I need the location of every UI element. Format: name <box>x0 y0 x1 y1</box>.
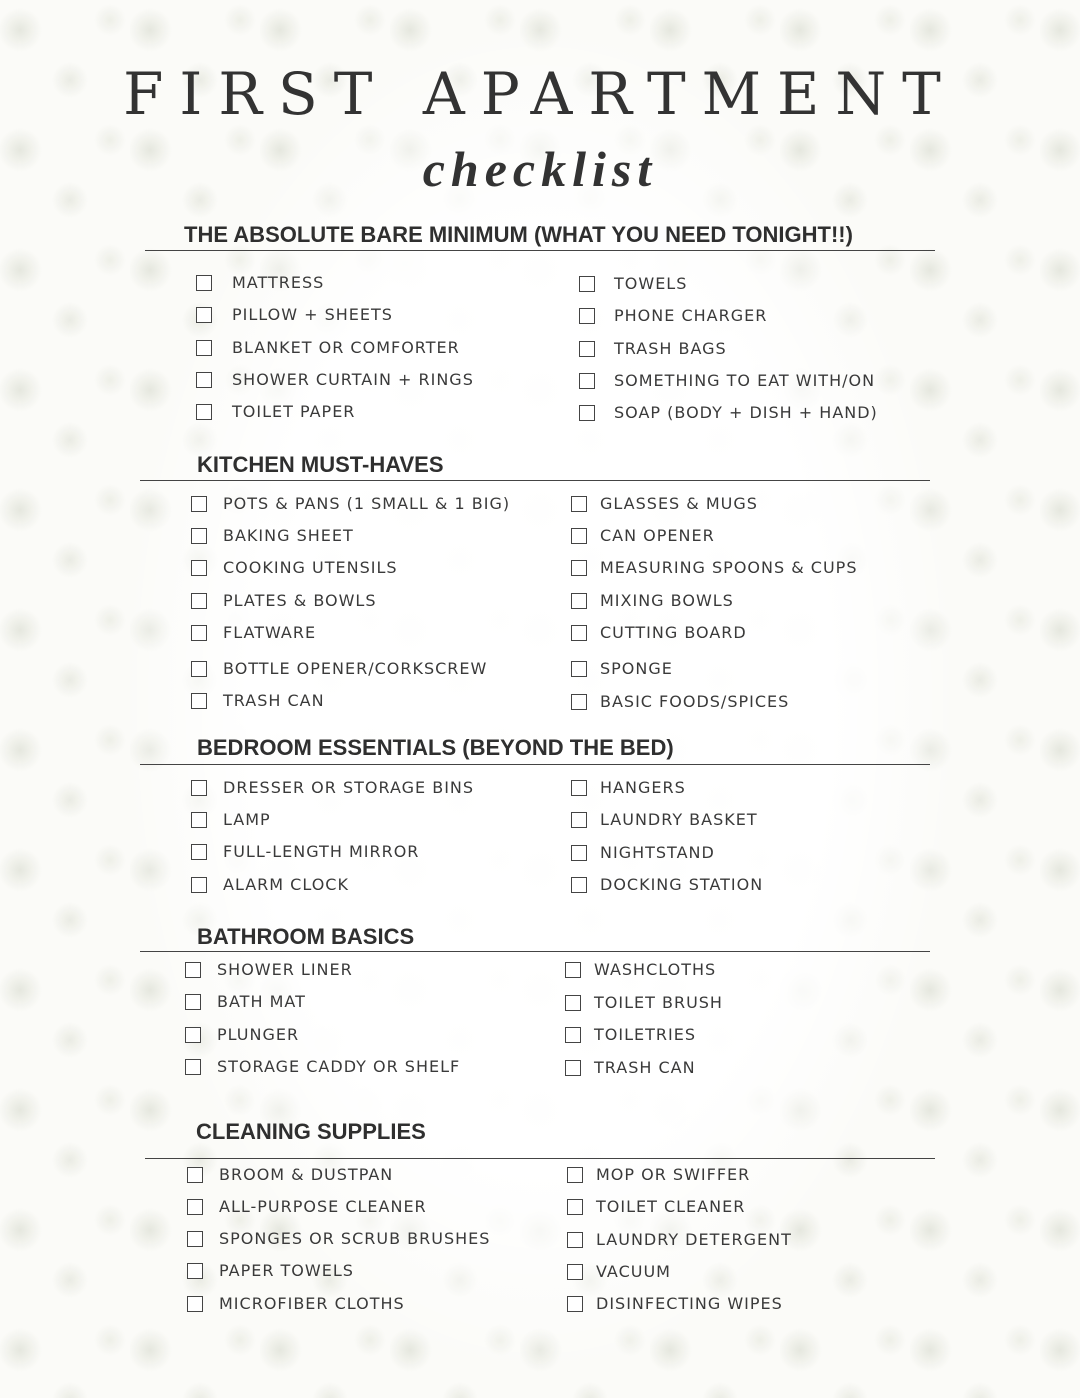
checklist-item-shower-curtain-rings[interactable] <box>196 370 474 389</box>
checkbox[interactable] <box>185 962 201 978</box>
checklist-item-label: TOILETRIES <box>594 1025 696 1044</box>
checkbox[interactable] <box>187 1167 203 1183</box>
checklist-item-alarm-clock[interactable] <box>191 875 349 894</box>
checklist-item-label: SPONGES OR SCRUB BRUSHES <box>219 1229 491 1248</box>
checklist-item-toiletries[interactable] <box>565 1025 696 1044</box>
checklist-item-label: MICROFIBER CLOTHS <box>219 1294 405 1313</box>
checklist-item-label: POTS & PANS (1 SMALL & 1 BIG) <box>223 494 511 513</box>
checklist-item-label: CAN OPENER <box>600 526 715 545</box>
checklist-item-cutting-board[interactable] <box>571 623 747 642</box>
checkbox[interactable] <box>571 877 587 893</box>
checklist-item-baking-sheet[interactable] <box>191 526 354 545</box>
checklist-item-label: SHOWER LINER <box>217 960 353 979</box>
checkbox[interactable] <box>187 1296 203 1312</box>
checkbox[interactable] <box>565 995 581 1011</box>
checkbox[interactable] <box>185 1059 201 1075</box>
checklist-item-label: BATH MAT <box>217 992 306 1011</box>
checklist-item-dresser-or-storage-bins[interactable] <box>191 778 474 797</box>
checklist-item-paper-towels[interactable] <box>187 1261 354 1280</box>
checkbox[interactable] <box>571 560 587 576</box>
checkbox[interactable] <box>567 1296 583 1312</box>
checklist-item-label: PLATES & BOWLS <box>223 591 377 610</box>
checklist-item-label: STORAGE CADDY OR SHELF <box>217 1057 461 1076</box>
checkbox[interactable] <box>185 1027 201 1043</box>
checkbox[interactable] <box>187 1199 203 1215</box>
section-heading: KITCHEN MUST-HAVES <box>197 452 444 477</box>
checkbox[interactable] <box>196 307 212 323</box>
checkbox[interactable] <box>571 661 587 677</box>
checklist-item-label: PILLOW + SHEETS <box>232 305 393 324</box>
checklist-item-trash-bags[interactable] <box>579 339 727 358</box>
checklist-item-label: VACUUM <box>596 1262 671 1281</box>
checklist-item-label: TOILET BRUSH <box>594 993 723 1012</box>
checklist-item-shower-liner[interactable] <box>185 960 353 979</box>
checkbox[interactable] <box>196 372 212 388</box>
checkbox[interactable] <box>567 1232 583 1248</box>
checklist-item-label: MIXING BOWLS <box>600 591 734 610</box>
checkbox[interactable] <box>571 528 587 544</box>
checklist-item-label: TRASH CAN <box>594 1058 696 1077</box>
checklist-item-full-length-mirror[interactable] <box>191 842 419 861</box>
checklist-item-vacuum[interactable] <box>567 1262 671 1281</box>
checklist-item-label: BOTTLE OPENER/CORKSCREW <box>223 659 488 678</box>
checklist-item-microfiber-cloths[interactable] <box>187 1294 405 1313</box>
checklist-item-sponges-or-scrub-brushes[interactable] <box>187 1229 490 1248</box>
checklist-item-label: BAKING SHEET <box>223 526 354 545</box>
checklist-item-label: BROOM & DUSTPAN <box>219 1165 394 1184</box>
section-heading: BATHROOM BASICS <box>197 924 415 949</box>
checklist-item-label: PAPER TOWELS <box>219 1261 354 1280</box>
checklist-item-something-to-eat-with-on[interactable] <box>579 371 875 390</box>
checklist-item-label: NIGHTSTAND <box>600 843 715 862</box>
checklist-item-washcloths[interactable] <box>565 960 716 979</box>
checklist-item-trash-can[interactable] <box>191 691 325 710</box>
checklist-item-storage-caddy-or-shelf[interactable] <box>185 1057 460 1076</box>
checkbox[interactable] <box>191 693 207 709</box>
checklist-item-label: TOILET CLEANER <box>596 1197 746 1216</box>
checkbox[interactable] <box>567 1264 583 1280</box>
checkbox[interactable] <box>191 661 207 677</box>
checklist-item-measuring-spoons-cups[interactable] <box>571 558 857 577</box>
checklist-item-label: SOMETHING TO EAT WITH/ON <box>614 371 876 390</box>
checklist-item-bath-mat[interactable] <box>185 992 306 1011</box>
checkbox[interactable] <box>565 1027 581 1043</box>
checkbox[interactable] <box>579 373 595 389</box>
checkbox[interactable] <box>571 625 587 641</box>
checklist-item-label: LAMP <box>223 810 271 829</box>
checklist-item-towels[interactable] <box>579 274 687 293</box>
checklist-item-trash-can[interactable] <box>565 1058 696 1077</box>
checkbox[interactable] <box>579 405 595 421</box>
checklist-item-disinfecting-wipes[interactable] <box>567 1294 783 1313</box>
checklist-item-label: BLANKET OR COMFORTER <box>232 338 460 357</box>
checkbox[interactable] <box>191 812 207 828</box>
checkbox[interactable] <box>196 404 212 420</box>
checkbox[interactable] <box>187 1231 203 1247</box>
checklist-item-phone-charger[interactable] <box>579 306 767 325</box>
checklist-item-mop-or-swiffer[interactable] <box>567 1165 750 1184</box>
checklist-item-label: LAUNDRY DETERGENT <box>596 1230 792 1249</box>
checkbox[interactable] <box>571 845 587 861</box>
checkbox[interactable] <box>196 275 212 291</box>
checklist-item-label: FULL-LENGTH MIRROR <box>223 842 420 861</box>
checklist-item-hangers[interactable] <box>571 778 686 797</box>
checkbox[interactable] <box>565 962 581 978</box>
checklist-item-label: DISINFECTING WIPES <box>596 1294 783 1313</box>
checklist-item-soap-body-dish-hand[interactable] <box>579 403 878 422</box>
checklist-item-can-opener[interactable] <box>571 526 715 545</box>
checklist-item-sponge[interactable] <box>571 659 673 678</box>
checkbox[interactable] <box>567 1167 583 1183</box>
checklist-item-docking-station[interactable] <box>571 875 763 894</box>
checkbox[interactable] <box>565 1060 581 1076</box>
checklist-item-label: COOKING UTENSILS <box>223 558 398 577</box>
checkbox[interactable] <box>579 276 595 292</box>
checklist-item-nightstand[interactable] <box>571 843 715 862</box>
checklist-item-plates-bowls[interactable] <box>191 591 377 610</box>
checklist-item-label: MATTRESS <box>232 273 325 292</box>
checklist-item-laundry-basket[interactable] <box>571 810 758 829</box>
checklist-item-toilet-cleaner[interactable] <box>567 1197 745 1216</box>
checklist-item-lamp[interactable] <box>191 810 271 829</box>
checklist-item-bottle-opener-corkscrew[interactable] <box>191 659 487 678</box>
checkbox[interactable] <box>571 780 587 796</box>
section-heading: BEDROOM ESSENTIALS (BEYOND THE BED) <box>197 735 674 760</box>
checklist-item-label: SOAP (BODY + DISH + HAND) <box>614 403 878 422</box>
section-heading: CLEANING SUPPLIES <box>196 1119 426 1144</box>
checkbox[interactable] <box>191 528 207 544</box>
checkbox[interactable] <box>185 994 201 1010</box>
checkbox[interactable] <box>191 496 207 512</box>
checklist-item-label: ALARM CLOCK <box>223 875 349 894</box>
checkbox[interactable] <box>191 560 207 576</box>
checklist-item-label: SHOWER CURTAIN + RINGS <box>232 370 474 389</box>
checkbox[interactable] <box>567 1199 583 1215</box>
checklist-item-flatware[interactable] <box>191 623 316 642</box>
section-divider <box>145 1158 935 1159</box>
checkbox[interactable] <box>191 593 207 609</box>
checklist-item-toilet-paper[interactable] <box>196 402 355 421</box>
checklist-item-label: SPONGE <box>600 659 673 678</box>
checkbox[interactable] <box>571 496 587 512</box>
checkbox[interactable] <box>196 340 212 356</box>
section-divider <box>140 480 930 481</box>
checklist-item-label: TRASH CAN <box>223 691 325 710</box>
checklist-item-plunger[interactable] <box>185 1025 299 1044</box>
checklist-item-basic-foods-spices[interactable] <box>571 692 789 711</box>
checklist-item-cooking-utensils[interactable] <box>191 558 398 577</box>
checklist-item-label: MOP OR SWIFFER <box>596 1165 751 1184</box>
checkbox[interactable] <box>571 812 587 828</box>
checkbox[interactable] <box>579 308 595 324</box>
checkbox[interactable] <box>571 593 587 609</box>
checklist-item-label: TOWELS <box>614 274 688 293</box>
checkbox[interactable] <box>191 844 207 860</box>
checklist-item-blanket-or-comforter[interactable] <box>196 338 460 357</box>
checklist-item-label: CUTTING BOARD <box>600 623 747 642</box>
section-divider <box>145 250 935 251</box>
checklist-item-laundry-detergent[interactable] <box>567 1230 792 1249</box>
page-title: FIRST APARTMENT <box>123 60 957 128</box>
checklist-item-toilet-brush[interactable] <box>565 993 723 1012</box>
checkbox[interactable] <box>191 877 207 893</box>
checkbox[interactable] <box>191 780 207 796</box>
checklist-item-broom-dustpan[interactable] <box>187 1165 393 1184</box>
checkbox[interactable] <box>571 694 587 710</box>
checklist-item-pillow-sheets[interactable] <box>196 305 393 324</box>
checklist-item-label: DOCKING STATION <box>600 875 764 894</box>
checklist-item-label: ALL-PURPOSE CLEANER <box>219 1197 427 1216</box>
checklist-item-label: TRASH BAGS <box>614 339 727 358</box>
checkbox[interactable] <box>187 1263 203 1279</box>
checklist-item-label: GLASSES & MUGS <box>600 494 758 513</box>
checklist-item-label: HANGERS <box>600 778 686 797</box>
page-subtitle: checklist <box>422 141 658 197</box>
checklist-item-label: PLUNGER <box>217 1025 300 1044</box>
checklist-item-label: TOILET PAPER <box>232 402 356 421</box>
checklist-item-glasses-mugs[interactable] <box>571 494 758 513</box>
checklist-item-pots-pans-1-small-1-big[interactable] <box>191 494 510 513</box>
checklist-item-mixing-bowls[interactable] <box>571 591 734 610</box>
checklist-item-label: MEASURING SPOONS & CUPS <box>600 558 858 577</box>
section-divider <box>140 951 930 952</box>
checklist-item-label: LAUNDRY BASKET <box>600 810 758 829</box>
checklist-item-all-purpose-cleaner[interactable] <box>187 1197 427 1216</box>
checkbox[interactable] <box>579 341 595 357</box>
section-divider <box>140 764 930 765</box>
checklist-item-label: DRESSER OR STORAGE BINS <box>223 778 475 797</box>
checklist-item-mattress[interactable] <box>196 273 324 292</box>
checklist-item-label: FLATWARE <box>223 623 317 642</box>
checklist-item-label: WASHCLOTHS <box>594 960 717 979</box>
section-heading: THE ABSOLUTE BARE MINIMUM (WHAT YOU NEED TONIGHT!!) <box>184 222 853 247</box>
checkbox[interactable] <box>191 625 207 641</box>
checklist-item-label: BASIC FOODS/SPICES <box>600 692 790 711</box>
checklist-item-label: PHONE CHARGER <box>614 306 768 325</box>
